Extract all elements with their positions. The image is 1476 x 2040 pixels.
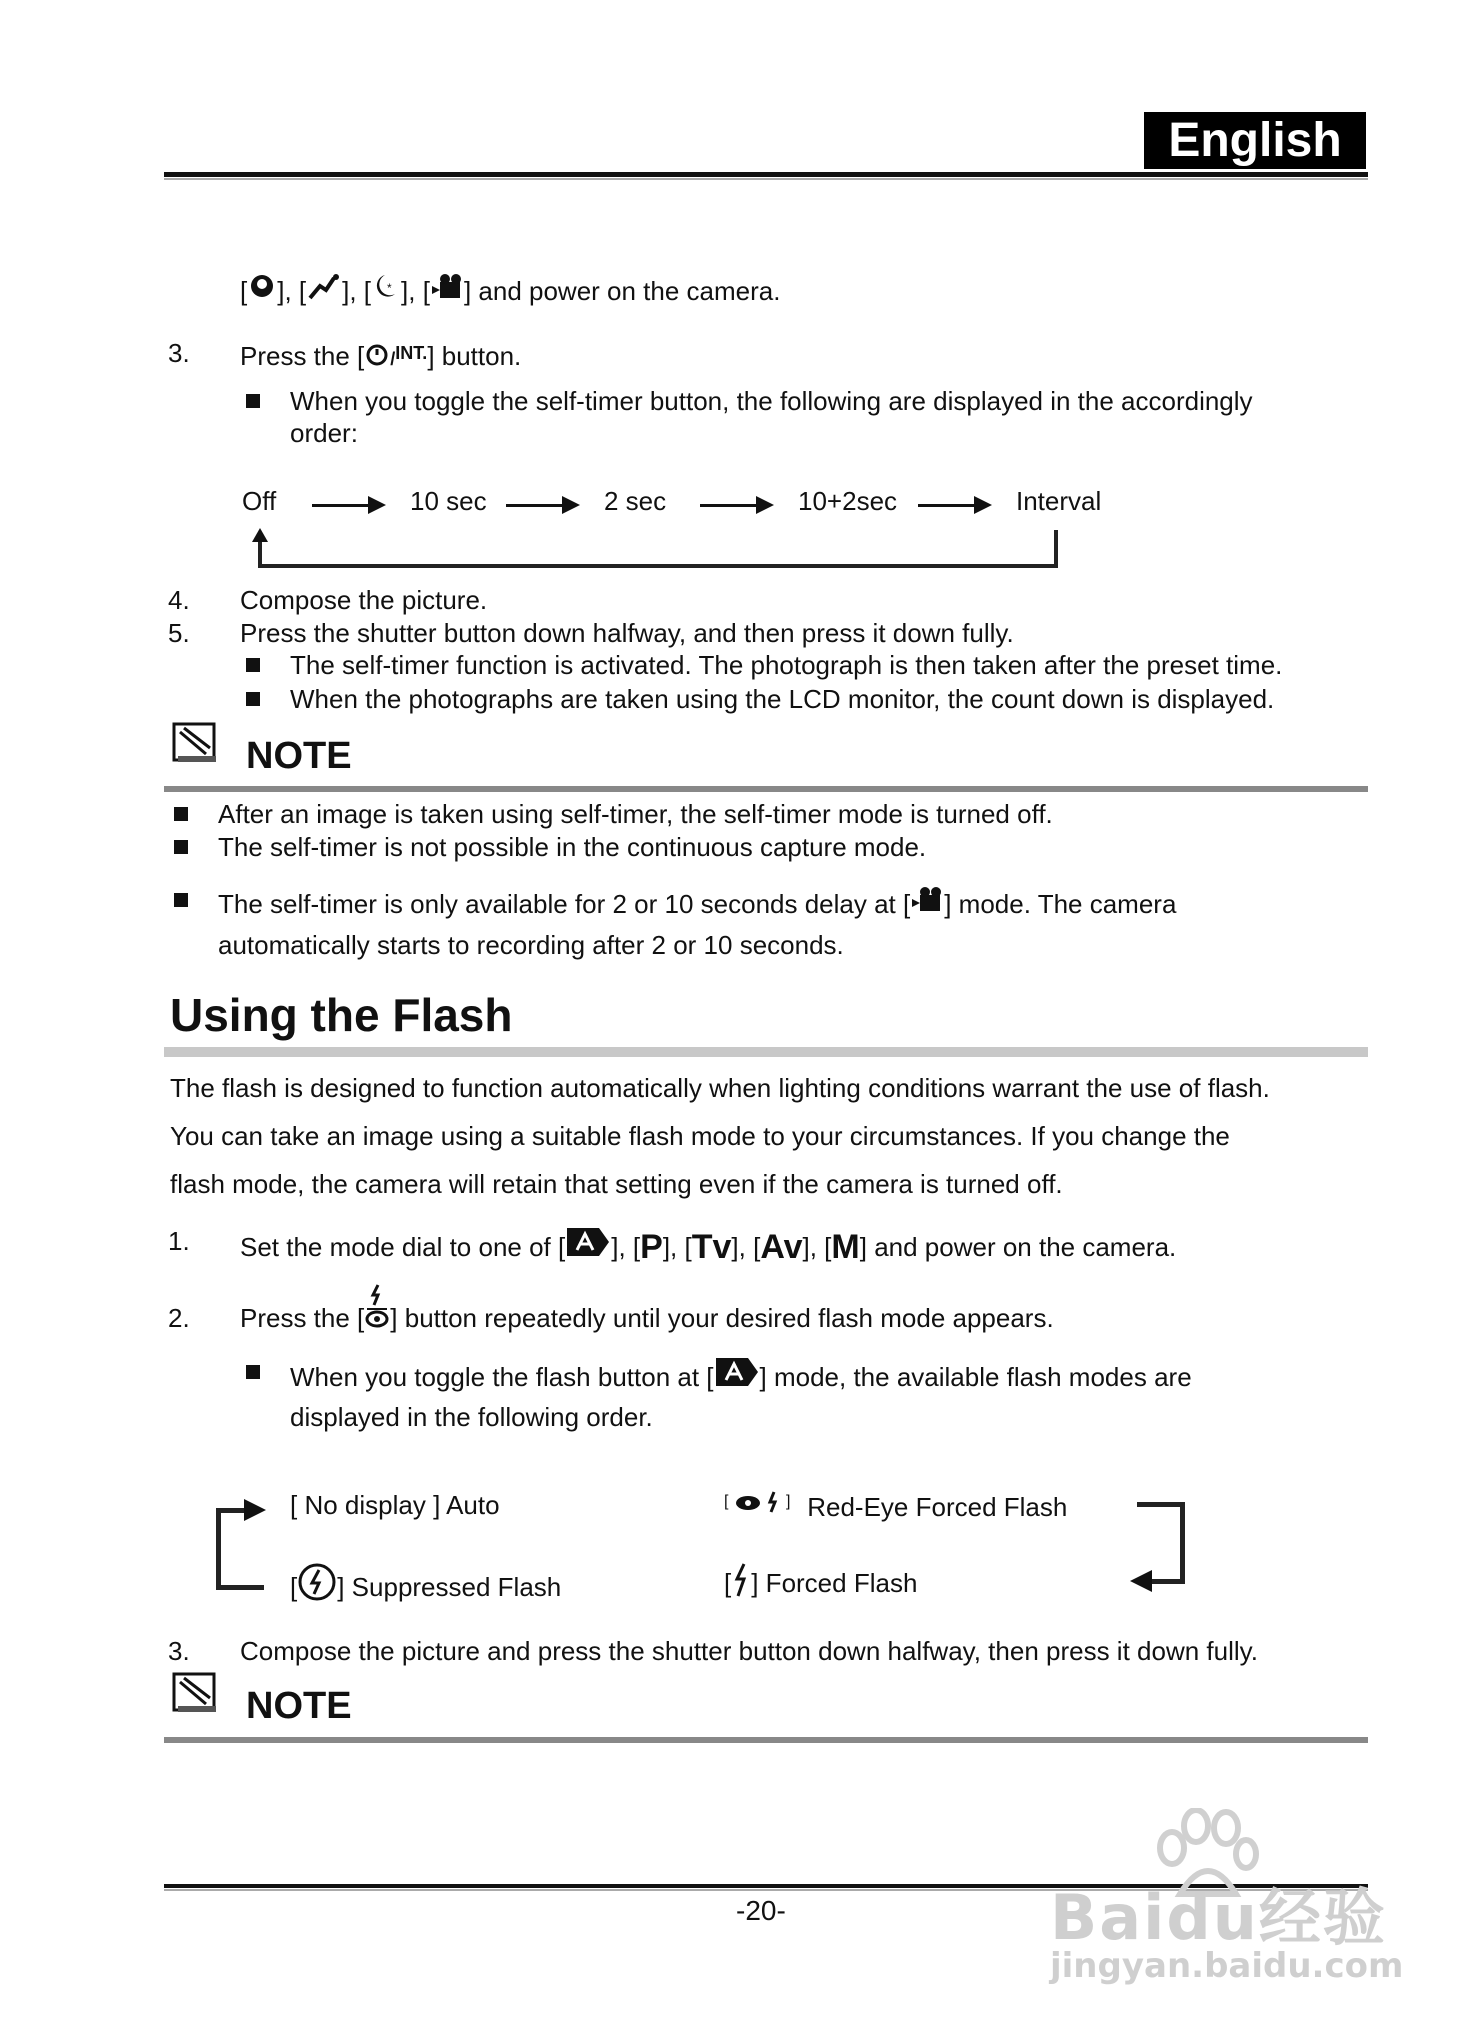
bullet	[246, 1365, 260, 1379]
seq-10sec: 10 sec	[410, 486, 487, 516]
step-5-bullet-2: When the photographs are taken using the LCD monitor, the count down is displayed.	[290, 684, 1275, 714]
flash-step-3-number: 3.	[168, 1636, 190, 1666]
seq-interval: Interval	[1016, 486, 1102, 516]
flash-off-icon	[297, 1562, 337, 1602]
step-5-number: 5.	[168, 618, 190, 648]
bullet	[246, 658, 260, 672]
seq-10-2sec: 10+2sec	[798, 486, 898, 516]
mode-redeye-label: Red-Eye Forced Flash	[807, 1492, 1068, 1522]
section-rule	[164, 1047, 1368, 1057]
loop-line-bottom	[258, 564, 1058, 568]
note-1-item-1: After an image is taken using self-timer, the self-timer mode is turned off.	[218, 799, 1053, 829]
tv-mode-label: Tv	[691, 1228, 732, 1266]
note-1-item-3-cont: automatically starts to recording after 2 or 10 seconds.	[218, 930, 844, 960]
note-1-item-2: The self-timer is not possible in the continuous capture mode.	[218, 832, 927, 862]
step-3-bullet: When you toggle the self-timer button, the following are displayed in the accordingly	[290, 386, 1253, 416]
header-rule-shadow	[164, 178, 1368, 180]
bullet	[246, 692, 260, 706]
header-rule	[164, 172, 1368, 177]
svg-text:[: [	[724, 1493, 729, 1510]
cycle-line-right-top	[1137, 1502, 1185, 1507]
step-5-text: Press the shutter button down halfway, and then press it down fully.	[240, 618, 1014, 648]
flash-step-2-number: 2.	[168, 1303, 190, 1333]
sports-icon	[306, 272, 342, 302]
flash-intro-3: flash mode, the camera will retain that setting even if the camera is turned off.	[170, 1169, 1063, 1199]
note-title-2: NOTE	[246, 1685, 352, 1727]
int-label: INT.	[395, 343, 428, 363]
note-title: NOTE	[246, 735, 352, 777]
portrait-icon	[247, 272, 277, 302]
flash-intro-2: You can take an image using a suitable flash mode to your circumstances. If you change the	[170, 1121, 1230, 1151]
seq-2sec: 2 sec	[604, 486, 667, 516]
bullet	[174, 807, 188, 821]
note-rule-2	[164, 1737, 1368, 1743]
bullet	[174, 893, 188, 907]
flash-step-1-number: 1.	[168, 1226, 190, 1256]
watermark-url: jingyan.baidu.com	[1050, 1946, 1404, 1986]
mode-auto: [ No display ] Auto	[290, 1490, 500, 1520]
step-4-number: 4.	[168, 585, 190, 615]
night-icon	[371, 272, 401, 302]
movie-icon	[430, 272, 464, 302]
step-3: Press the [ /$^{INT.}$] button.	[240, 341, 522, 371]
flash-step-3-text: Compose the picture and press the shutter button down halfway, then press it down fully.	[240, 1636, 1258, 1666]
flash-button-icon	[364, 1283, 390, 1331]
flash-step-2-bullet-before: When you toggle the flash button at [	[290, 1362, 714, 1392]
p-mode-label: P	[640, 1228, 663, 1266]
flash-step-2-before: Press the [	[240, 1303, 365, 1333]
note-1-item-3-after: ] mode. The camera	[944, 889, 1177, 919]
mode-forced: [ ] Forced Flash	[724, 1562, 917, 1598]
mode-suppressed-label: ] Suppressed Flash	[337, 1572, 562, 1602]
auto-mode-icon	[714, 1356, 760, 1388]
language-badge: English	[1144, 112, 1366, 169]
note-1-item-3-before: The self-timer is only available for 2 or 10 seconds delay at [	[218, 889, 911, 919]
page-number: -20-	[736, 1895, 786, 1926]
seq-off: Off	[242, 486, 277, 516]
seq-arrow-2	[506, 504, 576, 507]
step-3-number: 3.	[168, 338, 190, 368]
mode-suppressed: [ ] Suppressed Flash	[290, 1562, 561, 1602]
cycle-line-left	[216, 1508, 221, 1590]
auto-mode-icon	[565, 1226, 611, 1258]
step-3-text-after: ] button.	[427, 341, 522, 371]
cycle-arrow-right	[244, 1499, 266, 1521]
cycle-line-right-bottom	[1150, 1579, 1185, 1584]
cycle-line-left-bottom	[216, 1585, 264, 1590]
mode-forced-label: ] Forced Flash	[751, 1568, 918, 1598]
flash-step-2-bullet	[290, 1356, 1192, 1392]
note-icon	[170, 718, 222, 766]
scene-modes-suffix: ] and power on the camera.	[463, 276, 781, 306]
svg-text:]: ]	[786, 1493, 791, 1510]
loop-line-right	[1054, 530, 1058, 568]
flash-step-1-before: Set the mode dial to one of [	[240, 1232, 566, 1262]
mode-redeye	[724, 1490, 1067, 1522]
loop-line-left	[258, 540, 262, 568]
cycle-line-left-top	[216, 1508, 246, 1513]
note-icon	[170, 1668, 222, 1716]
self-timer-icon	[364, 341, 390, 367]
step-5-bullet-1: The self-timer function is activated. The photograph is then taken after the preset time.	[290, 650, 1283, 680]
bullet	[246, 394, 260, 408]
section-title: Using the Flash	[170, 989, 513, 1041]
note-rule	[164, 786, 1368, 792]
flash-step-1-after: ] and power on the camera.	[859, 1232, 1177, 1262]
bullet	[174, 840, 188, 854]
flash-step-2-after: ] button repeatedly until your desired flash mode appears.	[390, 1303, 1054, 1333]
flash-step-1: Set the mode dial to one of [ ], [P], [Tv], [Av], [M] and power on the camera.	[240, 1228, 1177, 1266]
step-3-bullet-cont: order:	[290, 418, 358, 448]
seq-arrow-4	[918, 504, 988, 507]
flash-step-2	[240, 1303, 1054, 1333]
cycle-line-right	[1180, 1502, 1185, 1584]
seq-arrow-3	[700, 504, 770, 507]
cycle-arrow-left	[1130, 1570, 1152, 1592]
watermark-brand: Baidu经验	[1050, 1881, 1387, 1954]
note-1-item-3	[218, 885, 1176, 919]
step-4-text: Compose the picture.	[240, 585, 488, 615]
step-3-text-before: Press the [	[240, 341, 365, 371]
red-eye-flash-icon	[724, 1490, 800, 1518]
svg-text:*: *	[387, 281, 392, 295]
flash-step-2-bullet-cont: displayed in the following order.	[290, 1402, 653, 1432]
loop-arrowhead	[252, 528, 268, 542]
scene-modes-line: [ ], [ ], [ * ], [ ] and power on the camera.	[240, 272, 780, 306]
m-mode-label: M	[831, 1228, 860, 1266]
flash-icon	[731, 1562, 751, 1598]
av-mode-label: Av	[760, 1228, 803, 1266]
seq-arrow-1	[312, 504, 382, 507]
flash-intro-1: The flash is designed to function automatically when lighting conditions warrant the use of flash.	[170, 1073, 1270, 1103]
flash-step-2-bullet-after: ] mode, the available flash modes are	[759, 1362, 1192, 1392]
movie-icon	[910, 885, 944, 915]
